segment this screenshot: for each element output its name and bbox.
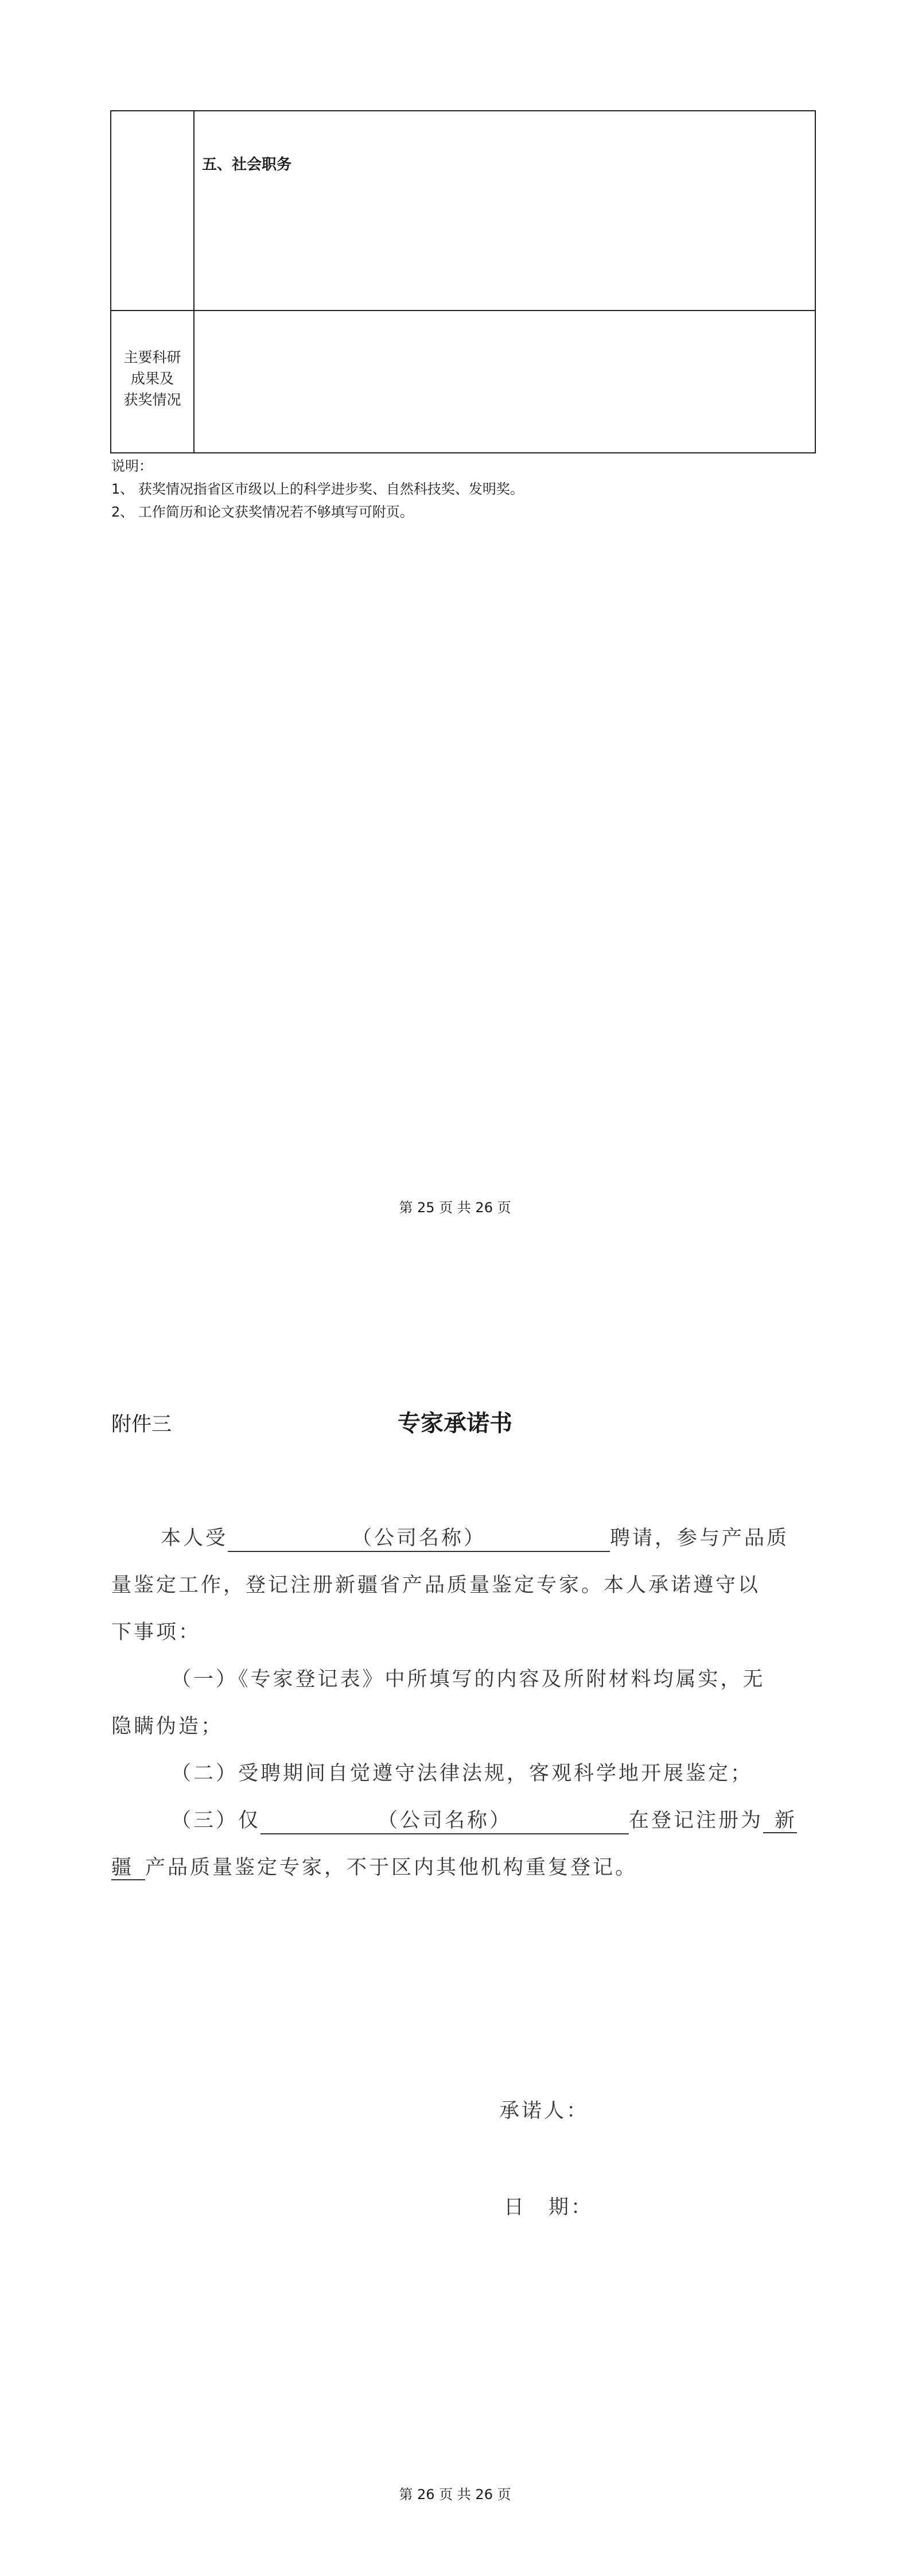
region-fill: 疆 [111,1856,145,1880]
resume-table [110,110,816,453]
commitment-item-1-cont: 隐瞒伪造； [111,1715,224,1738]
annex-label: 附件三 [111,1413,172,1436]
commitment-item-2: （二）受聘期间自觉遵守法律法规，客观科学地开展鉴定； [171,1762,753,1785]
research-awards-cell[interactable] [195,311,815,452]
notes [111,455,524,523]
notes-heading: 说明： [111,458,153,474]
section-title-social-positions: 五、社会职务 [202,156,292,173]
row-label-line: 获奖情况 [123,391,181,408]
commitment-item-3 [171,1805,877,1834]
commitment-item-3-cont [111,1852,817,1880]
region-fill: 新 [763,1809,797,1833]
paragraph-line [111,1522,817,1552]
note-item: 2、 工作简历和论文获奖情况若不够填写可附页。 [111,504,414,520]
row-label-research-awards [111,347,193,410]
paragraph-line: 量鉴定工作，登记注册新疆省产品质量鉴定专家。本人承诺遵守以 [111,1574,761,1597]
date-label: 日 期： [504,2196,594,2219]
commitment-item-1: （一）《专家登记表》中所填写的内容及所附材料均属实，无 [171,1668,765,1691]
text: 本人受 [161,1527,228,1550]
page-footer: 第 25 页 共 26 页 [399,1200,511,1216]
company-name-blank[interactable]: （公司名称） [228,1522,610,1552]
text: 聘请，参与产品质 [610,1527,790,1550]
page-footer: 第 26 页 共 26 页 [399,2486,511,2503]
signer-label: 承诺人： [499,2100,589,2123]
text: （三）仅 [171,1809,261,1832]
text: 产品质量鉴定专家，不于区内其他机构重复登记。 [145,1856,638,1879]
company-name-blank[interactable]: （公司名称） [260,1805,629,1834]
note-item: 1、 获奖情况指省区市级以上的科学进步奖、自然科技奖、发明奖。 [111,481,524,497]
row-label-line: 成果及 [130,370,174,387]
text: 在登记注册为 [629,1809,764,1832]
document-title: 专家承诺书 [398,1410,512,1437]
row-label-line: 主要科研 [123,349,181,366]
paragraph-line: 下事项： [111,1621,201,1644]
